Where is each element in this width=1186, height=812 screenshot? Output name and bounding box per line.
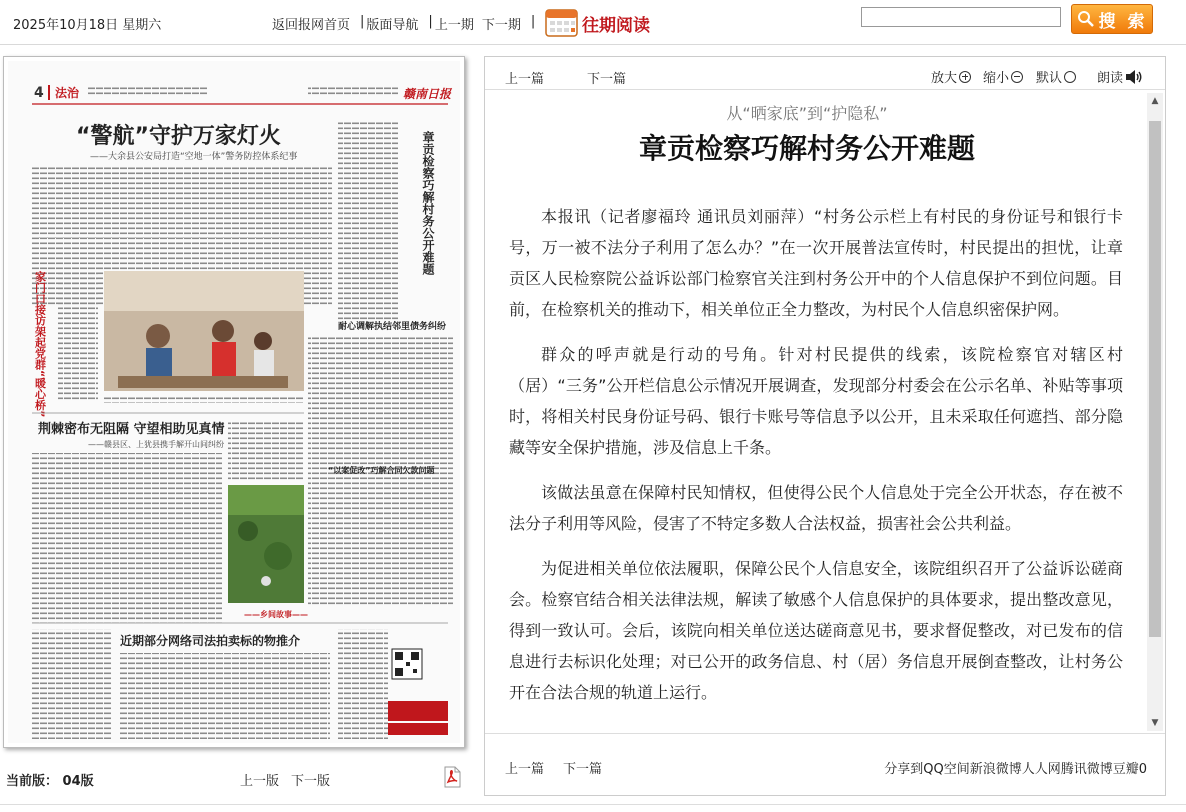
- previous-page-link[interactable]: 上一版: [240, 774, 280, 789]
- section-name: 法治: [55, 86, 80, 100]
- nav-separator: |: [360, 14, 365, 29]
- headline-3: “以案促改”巧解合同欠款问题: [328, 466, 435, 475]
- article-content: [485, 93, 1147, 729]
- zoom-in-label: 放大: [931, 71, 958, 86]
- zoom-out-icon: [1011, 71, 1023, 83]
- zoom-out-button[interactable]: [983, 67, 1023, 86]
- article-paragraph: 该做法虽意在保障村民知情权，但使得公民个人信息处于完全公开状态，存在被不法分子利用等风险，侵害了不特定多数人合法权益，损害社会公共利益。: [509, 483, 1123, 533]
- newspaper-page-image[interactable]: [8, 61, 460, 743]
- article-toolbar: [485, 57, 1165, 90]
- article-title: 章贡检察巧解村务公开难题: [638, 132, 975, 165]
- search-button-label: 搜 索: [1098, 11, 1148, 32]
- previous-article-link-bottom[interactable]: 上一篇: [505, 762, 545, 777]
- search-icon: [1077, 10, 1095, 28]
- article-panel: [484, 56, 1166, 796]
- side-headline: 家门口接访架起党群“暖心桥”: [33, 271, 47, 418]
- previous-article-link[interactable]: 上一篇: [505, 72, 545, 87]
- article-paragraph: 本报讯（记者廖福玲 通讯员刘丽萍）“村务公示栏上有村民的身份证号和银行卡号，万一被不法分子利用了怎么办？”在一次开展普法宣传时，村民提出的担忧，让章贡区人民检察院公益诉讼部门检察官关注到村务公开中的个人信息保护不到位问题。目前，在检察机关的推动下，相关单位正全力整改，为村民个人信息织密保护网。: [509, 207, 1123, 319]
- zoom-in-icon: [959, 71, 971, 83]
- footer-divider: [0, 804, 1186, 805]
- subhead-2: ——赣县区、上犹县携手解开山间纠纷: [88, 440, 224, 449]
- speaker-icon: [1125, 69, 1143, 85]
- home-link[interactable]: 返回报网首页: [272, 18, 351, 33]
- zoom-in-button[interactable]: [931, 67, 971, 86]
- read-aloud-label: 朗读: [1097, 71, 1124, 86]
- lead-subhead: ——大余县公安局打造“空地一体”警务防控体系纪事: [90, 152, 298, 162]
- article-paragraph: 群众的呼声就是行动的号角。针对村民提供的线索，该院检察官对辖区村（居）“三务”公开栏信息公示情况开展调查，发现部分村委会在公示名单、补贴等事项时，将相关村民身份证号码、银行卡账号等信息予以公开，且未采取任何遮挡、部分隐藏等安全保护措施，涉及信息上千条。: [509, 345, 1123, 457]
- past-reading-link[interactable]: 往期阅读: [582, 16, 650, 36]
- vertical-title: 章贡检察巧解村务公开难题: [421, 131, 435, 275]
- default-size-icon: [1064, 71, 1076, 83]
- photo-caption: ——乡间故事——: [244, 610, 308, 619]
- next-article-link[interactable]: 下一篇: [587, 72, 627, 87]
- search-button[interactable]: [1071, 4, 1153, 34]
- share-links[interactable]: 分享到QQ空间新浪微博人人网腾讯微博豆瓣0: [884, 762, 1147, 777]
- masthead-logo: 赣南日报: [403, 87, 452, 101]
- page-number: 4: [34, 85, 44, 101]
- default-size-button[interactable]: [1036, 67, 1076, 86]
- pdf-icon[interactable]: [442, 766, 462, 788]
- article-body: [509, 201, 1123, 722]
- article-footer: [485, 733, 1165, 796]
- next-page-link[interactable]: 下一版: [291, 774, 331, 789]
- next-article-link-bottom[interactable]: 下一篇: [563, 762, 603, 777]
- newspaper-page-view: [3, 56, 465, 748]
- lead-headline: “警航”守护万家灯火: [76, 124, 281, 149]
- headline-4: 近期部分网络司法拍卖标的物推介: [120, 634, 301, 648]
- zoom-out-label: 缩小: [983, 71, 1010, 86]
- top-bar: [0, 0, 1186, 45]
- search-input[interactable]: [861, 7, 1061, 27]
- read-aloud-button[interactable]: [1097, 67, 1143, 86]
- default-size-label: 默认: [1036, 71, 1063, 86]
- nav-separator: |: [428, 14, 433, 29]
- previous-issue-link[interactable]: 上一期: [434, 18, 474, 33]
- current-date: 2025年10月18日 星期六: [13, 18, 162, 33]
- article-scrollbar[interactable]: [1147, 93, 1163, 731]
- mid-right-headline: 耐心调解执结邻里债务纠纷: [338, 322, 447, 332]
- scroll-down-arrow-icon[interactable]: ▼: [1151, 718, 1159, 728]
- next-issue-link[interactable]: 下一期: [481, 18, 521, 33]
- current-page-label: 当前版： 04版: [6, 774, 94, 789]
- article-paragraph: 为促进相关单位依法履职，保障公民个人信息安全，该院组织召开了公益诉讼磋商会。检察官结合相关法律法规，解读了敏感个人信息保护的具体要求，提出整改意见，得到一致认可。会后，该院向相关单位送达磋商意见书，要求督促整改，对已发布的信息进行去标识化处理；对已公开的政务信息、村（居）务信息开展倒查整改，让村务公开在合法合规的轨道上运行。: [509, 559, 1123, 702]
- headline-2: 荆棘密布无阻隔 守望相助见真情: [38, 422, 225, 437]
- article-subtitle: 从“晒家底”到“护隐私”: [726, 104, 888, 123]
- scroll-up-arrow-icon[interactable]: ▲: [1151, 96, 1159, 106]
- nav-separator: |: [530, 14, 536, 29]
- calendar-icon[interactable]: [545, 7, 578, 37]
- page-nav-link[interactable]: 版面导航: [366, 18, 419, 33]
- top-navigation: [272, 14, 537, 33]
- scrollbar-thumb[interactable]: [1149, 121, 1161, 637]
